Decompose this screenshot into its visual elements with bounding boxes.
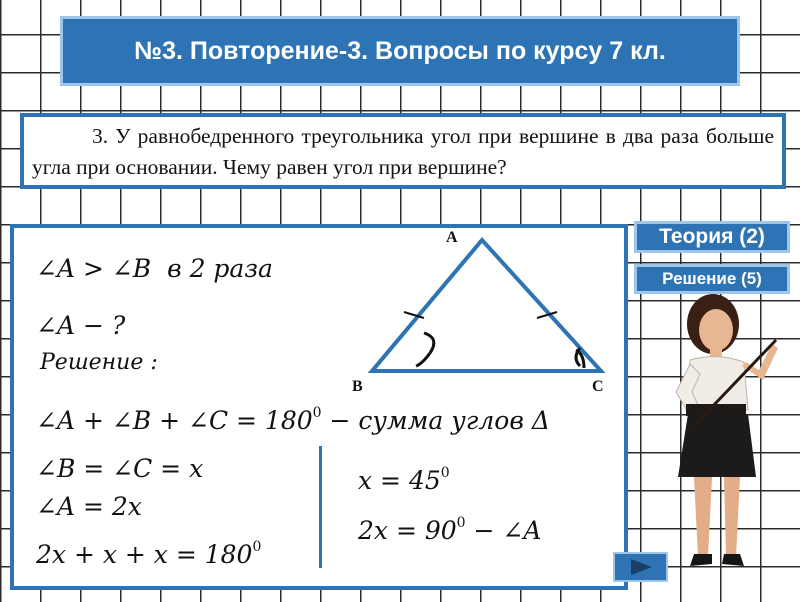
angle-sum-line <box>36 406 550 435</box>
result-apex-tail: − ∠A <box>465 516 542 545</box>
angle-arc-b <box>416 333 434 366</box>
solution-label: Решение : <box>40 350 158 375</box>
step-equal-angles: ∠B = ∠C = x <box>36 454 204 483</box>
vertex-label-c: C <box>592 378 604 395</box>
degree-sup: 0 <box>312 404 322 421</box>
teacher-left-shoe <box>690 554 712 566</box>
slide-title: №3. Повторение-3. Вопросы по курсу 7 кл. <box>134 36 666 65</box>
column-divider <box>319 446 322 568</box>
given-line-1 <box>36 254 273 283</box>
vertex-label-b: B <box>352 378 363 395</box>
teacher-left-leg <box>694 477 712 557</box>
result-apex <box>358 516 541 545</box>
vertex-label-a: A <box>446 229 458 246</box>
angle-sum-equation: ∠A + ∠B + ∠C = 180 <box>36 406 313 435</box>
step-equation <box>36 540 261 569</box>
step-apex-angle: ∠A = 2x <box>36 492 142 521</box>
triangle-diagram <box>354 228 654 408</box>
teacher-face <box>699 309 733 351</box>
step-equation-text: 2x + x + x = 180 <box>36 540 253 569</box>
ratio-text: в 2 раза <box>167 254 273 283</box>
teacher-right-leg <box>724 477 740 557</box>
degree-sup: 0 <box>252 538 262 555</box>
teacher-right-shoe <box>722 554 744 566</box>
result-x-text: x = 45 <box>358 466 441 495</box>
triangle-shape <box>372 240 601 371</box>
given-line-2: ∠A − ? <box>36 311 126 340</box>
teacher-skirt <box>678 414 756 477</box>
solution-panel <box>10 224 628 590</box>
result-apex-text: 2x = 90 <box>358 516 457 545</box>
next-slide-button[interactable] <box>613 552 668 582</box>
degree-sup: 0 <box>440 464 450 481</box>
slide-title-banner <box>60 16 740 86</box>
theory-button[interactable]: Теория (2) <box>634 221 790 253</box>
arrow-right-icon <box>615 554 666 580</box>
question-box: 3. У равнобедренного треугольника угол при вершине в два раза больше угла при основании. Чему равен угол при вершине? <box>20 113 786 189</box>
teacher-right-arm <box>742 344 778 380</box>
teacher-figure <box>668 282 798 602</box>
angle-comparison: ∠A > ∠B <box>36 254 152 283</box>
degree-sup: 0 <box>456 514 466 531</box>
angle-sum-text: − сумма углов Δ <box>321 406 550 435</box>
solution-button[interactable]: Решение (5) <box>634 264 790 294</box>
result-x <box>358 466 450 495</box>
